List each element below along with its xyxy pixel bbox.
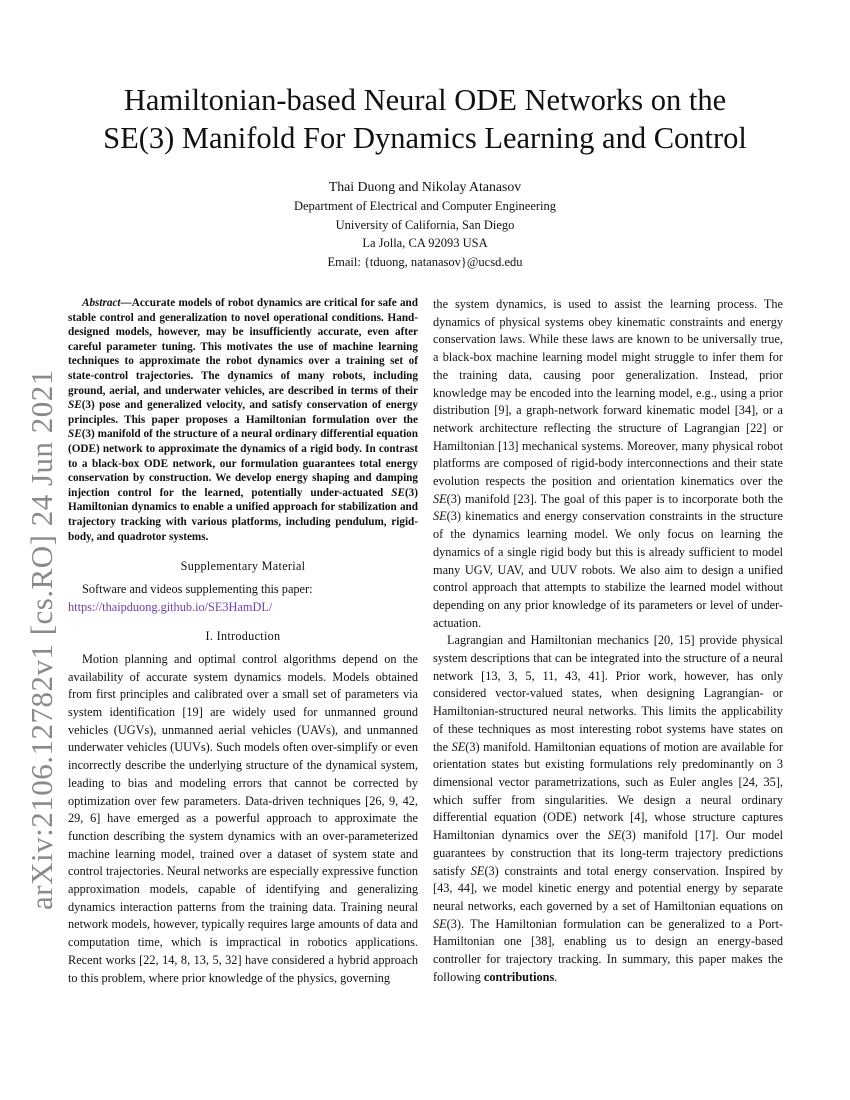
supplementary-text: Software and videos supplementing this paper: [82, 581, 313, 596]
left-column [68, 296, 418, 987]
introduction-heading: I. Introduction [205, 629, 281, 644]
author-city: La Jolla, CA 92093 USA [362, 236, 488, 250]
intro-paragraph-2-end: . [554, 969, 558, 984]
math-se3: SE(3) [391, 486, 418, 499]
intro-paragraph-1: Motion planning and optimal control algorithms depend on the availability of accurate system dynamics models. Models obtained from first principles and calibrated over a small set of parameters via system identification [19] are widely used for unmanned ground vehicles (UGVs), unmanned aerial vehicles (UAVs), and unmanned underwater vehicles (UUVs). Such models often over-simplify or even incorrectly describe the underlying structure of the dynamical system, leading to bias and modeling errors that cannot be corrected by optimization over few parameters. Data-driven techniques [26, 9, 42, 29, 6] have emerged as a powerful approach to approximate the function describing the system dynamics with an over-parameterized machine learning model, trained over a dataset of system state and control trajectories. Neural networks are especially expressive function approximation models, capable of identifying and generalizing dynamics interaction patterns from the training data. Training neural network models, however, typically requires large amounts of data and computation time, which is impractical in robotics applications. Recent works [22, 14, 8, 13, 5, 32] have considered a hybrid approach to this problem, where prior knowledge of the physics, governing [68, 651, 418, 985]
author-block [0, 177, 850, 271]
math-se3: SE(3) [451, 739, 480, 754]
author-university: University of California, San Diego [335, 217, 515, 232]
abstract-text: —Accurate models of robot dynamics are critical for safe and stable control and generalization to novel operational conditions. Hand-designed models, however, may be insufficiently accurate, even after careful parameter tuning. This motivates the use of machine learning techniques to approximate the robot dynamics over a training set of state-control trajectories. The dynamics of many robots, including ground, aerial, and underwater vehicles, are described in terms of their SE(3) pose and generalized velocity, and satisfy conservation of energy principles. This paper proposes a Hamiltonian formulation over the SE(3) manifold of the structure of a neural ordinary differential equation (ODE) network to approximate the dynamics of a rigid body. In contrast to a black-box ODE network, our formulation guarantees total energy conservation by construction. We develop energy shaping and damping injection control for the learned, potentially under-actuated SE(3) Hamiltonian dynamics to enable a unified approach for stabilization and trajectory tracking with various platforms, including pendulum, rigid-body, and quadrotor systems. [68, 297, 418, 543]
math-se3: SE(3) [607, 828, 636, 843]
intro-paragraph-2-text: Lagrangian and Hamiltonian mechanics [20, 15] provide physical system descriptions that can be integrated into the structure of a neural network [13, 3, 5, 11, 43, 41]. Prior work, however, has only considered vector-valued states, when designing Lagrangian- or Hamiltonian-structured neural networks. This limits the applicability of these techniques as most interesting robot systems have states on the SE(3) manifold. Hamiltonian equations of motion are available for orientation states but existing formulations rely predominantly on 3 dimensional vector parametrizations, such as Euler angles [24, 35], which suffer from singularities. We design a neural ordinary differential equation (ODE) network [4], whose structure captures Hamiltonian dynamics over the SE(3) manifold [17]. Our model guarantees by construction that its long-term trajectory predictions satisfy SE(3) constraints and total energy conservation. Inspired by [43, 44], we model kinetic energy and potential energy by separate neural networks, each governed by a set of Hamiltonian equations on SE(3). The Hamiltonian formulation can be generalized to a Port-Hamiltonian one [38], enabling us to design an energy-based controller for trajectory tracking. In summary, this paper makes the following [433, 633, 783, 984]
math-se3: SE(3) [433, 509, 462, 524]
math-se3: SE(3) [470, 863, 499, 878]
title-line-2: SE(3) Manifold For Dynamics Learning and Control [103, 121, 747, 155]
paper-title [40, 81, 810, 157]
math-se3: SE(3) [68, 428, 95, 441]
abstract [68, 296, 418, 544]
right-column [433, 296, 783, 986]
contributions-bold: contributions [483, 969, 555, 984]
supplementary-link[interactable]: https://thaipduong.github.io/SE3HamDL/ [68, 599, 273, 614]
author-email: Email: {tduong, natanasov}@ucsd.edu [327, 254, 523, 269]
intro-paragraph-2 [433, 632, 783, 986]
math-se3: SE(3) [68, 399, 95, 412]
abstract-label: Abstract [82, 297, 121, 309]
author-department: Department of Electrical and Computer Engineering [293, 199, 557, 213]
author-names: Thai Duong and Nikolay Atanasov [328, 179, 522, 194]
supplementary-heading: Supplementary Material [180, 559, 306, 574]
math-se3: SE(3) [433, 491, 462, 506]
title-line-1: Hamiltonian-based Neural ODE Networks on the [123, 83, 727, 117]
intro-paragraph-1-continued: the system dynamics, is used to assist the learning process. The dynamics of physical systems obey kinematic constraints and energy conservation laws. While these laws are known to be universally true, a black-box machine learning model might struggle to infer them for the training data, causing poor generalization. Instead, prior knowledge may be encoded into the learning model, e.g., using a prior distribution [9], a graph-network forward kinematic model [34], or a network architecture reflecting the structure of Lagrangian [22] or Hamiltonian [13] mechanical systems. Moreover, many physical robot platforms are composed of rigid-body interconnections and their state evolution respects the position and orientation kinematics over the SE(3) manifold [23]. The goal of this paper is to incorporate both the SE(3) kinematics and energy conservation constraints in the structure of the dynamics learning model. We only focus on learning the dynamics of a single rigid body but this is already sufficient to model many UGV, UAV, and UUV robots. We also aim to design a unified control approach that attempts to stabilize the learned model without depending on any prior knowledge of its parameters or level of under-actuation. [433, 297, 783, 630]
arxiv-identifier: arXiv:2106.12782v1 [cs.RO] 24 Jun 2021 [24, 369, 59, 910]
math-se3: SE(3) [433, 916, 462, 931]
